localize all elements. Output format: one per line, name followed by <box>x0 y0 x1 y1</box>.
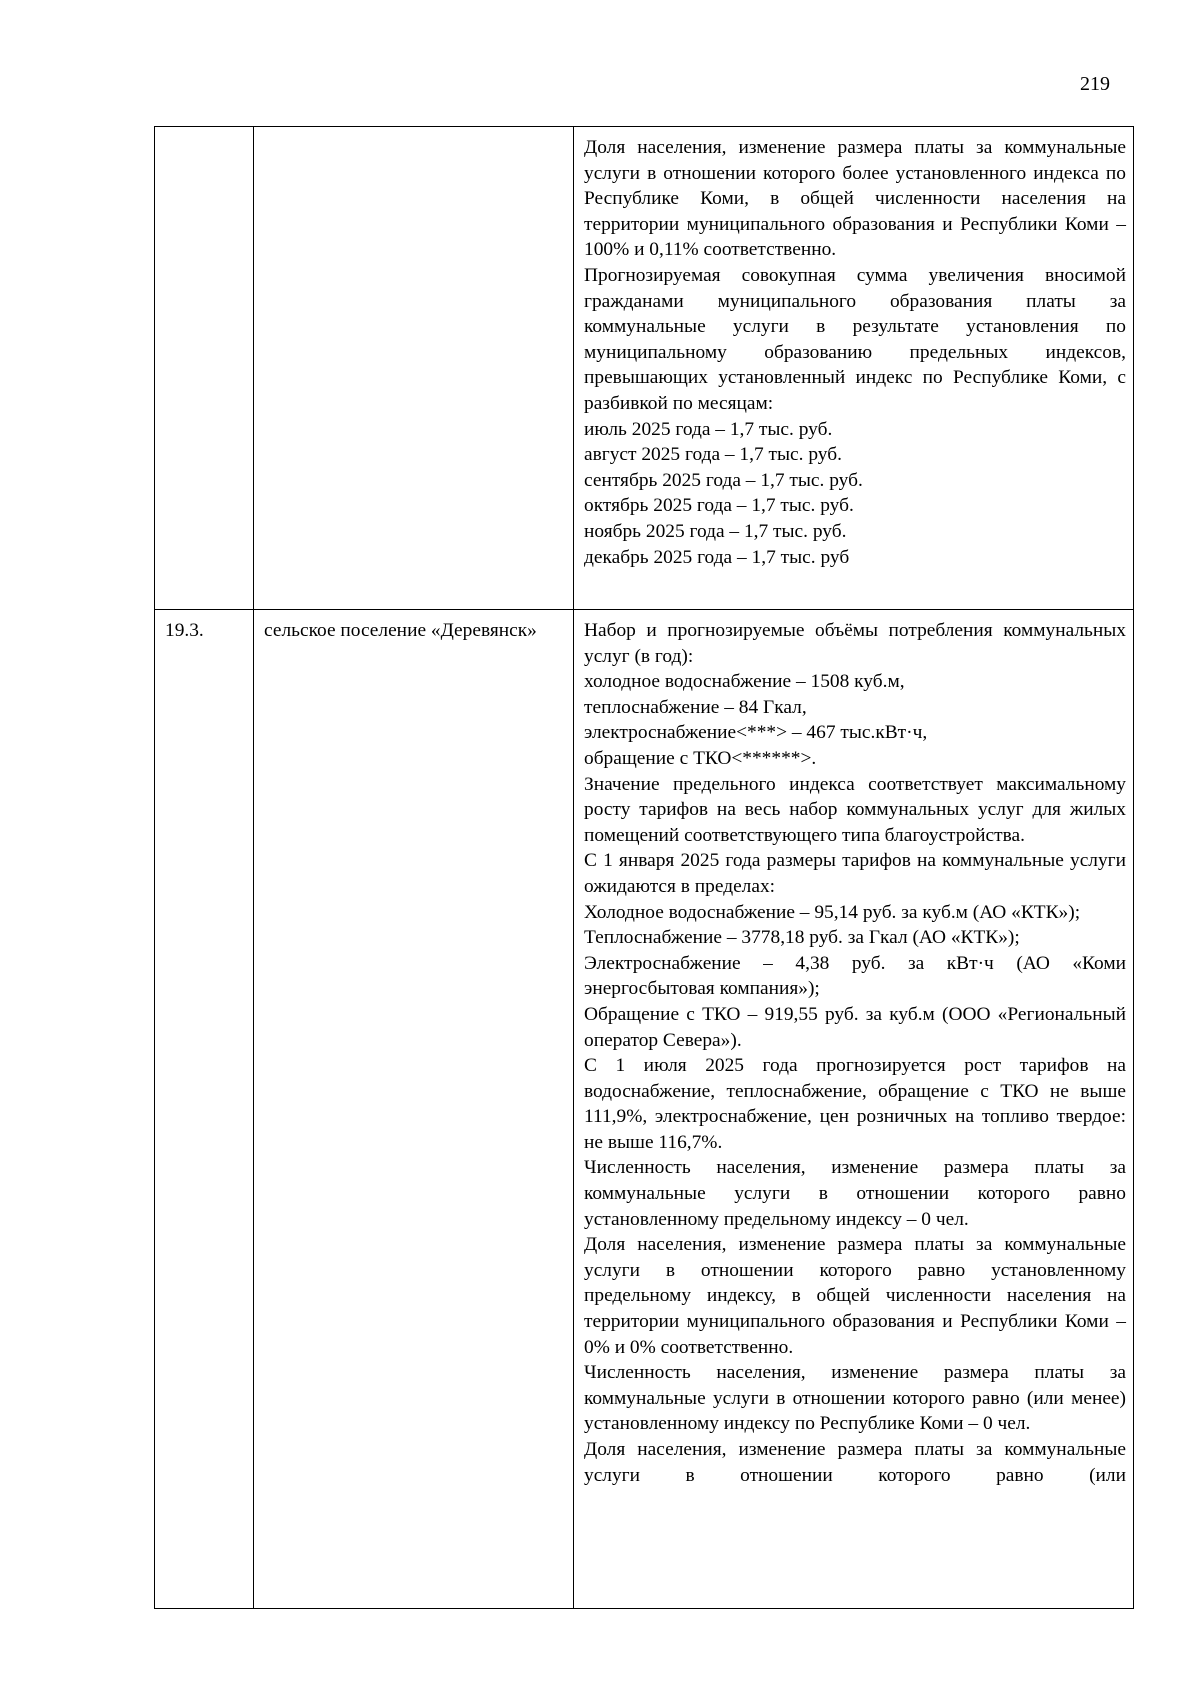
tariff-growth-paragraph: С 1 июля 2025 года прогнозируется рост тарифов на водоснабжение, теплоснабжение, обращение с ТКО не выше 111,9%, электроснабжение, цен розничных на топливо твердое: не выше 116,7%. <box>584 1055 1126 1153</box>
services-intro: Набор и прогнозируемые объёмы потребления коммунальных услуг (в год): <box>584 620 1126 667</box>
municipal-tariff-table <box>154 126 1134 1609</box>
population-share-paragraph: Доля населения, изменение размера платы за коммунальные услуги в отношении которого равно (или <box>584 1439 1126 1486</box>
month-item: октябрь 2025 года – 1,7 тыс. руб. <box>584 495 854 517</box>
month-item: август 2025 года – 1,7 тыс. руб. <box>584 444 842 466</box>
tariff-waste-paragraph: Обращение с ТКО – 919,55 руб. за куб.м (ООО «Региональный оператор Севера»). <box>584 1003 1126 1051</box>
table-row <box>155 610 1134 1609</box>
tariff-electricity-paragraph: Электроснабжение – 4,38 руб. за кВт·ч (АО «Коми энергосбытовая компания»); <box>584 952 1126 1000</box>
forecast-sum-paragraph: Прогнозируемая совокупная сумма увеличения вносимой гражданами муниципального образования платы за коммунальные услуги в результате установления по муниципальному образованию предельных индексов, превышающих установленный индекс по Республике Коми, с разбивкой по месяцам: <box>584 264 1126 414</box>
tariff-heat-paragraph: Теплоснабжение – 3778,18 руб. за Гкал (АО «КТК»); <box>584 927 1020 949</box>
month-item: декабрь 2025 года – 1,7 тыс. руб <box>584 546 850 568</box>
tariff-water-paragraph: Холодное водоснабжение – 95,14 руб. за куб.м (АО «КТК»); <box>584 901 1081 923</box>
row-number-cell <box>155 127 254 610</box>
population-count-paragraph: Численность населения, изменение размера платы за коммунальные услуги в отношении которого равно установленному предельному индексу – 0 чел. <box>584 1157 1126 1230</box>
description-cell <box>574 610 1134 1609</box>
index-paragraph: Значение предельного индекса соответствует максимальному росту тарифов на весь набор коммунальных услуг для жилых помещений соответствующего типа благоустройства. <box>584 773 1126 846</box>
municipality-name: сельское поселение «Деревянск» <box>264 620 537 641</box>
municipality-name-cell <box>254 127 574 610</box>
row-number-cell: 19.3. <box>155 610 254 1609</box>
population-share-paragraph: Доля населения, изменение размера платы за коммунальные услуги в отношении которого более установленного индекса по Республике Коми, в общей численности населения на территории муниципального образования и Республики Коми – 100% и 0,11% соответственно. <box>584 137 1126 261</box>
service-volume-item: теплоснабжение – 84 Гкал, <box>584 696 807 718</box>
service-volume-item: электроснабжение<***> – 467 тыс.кВт·ч, <box>584 722 928 744</box>
tariffs-intro-paragraph: С 1 января 2025 года размеры тарифов на коммунальные услуги ожидаются в пределах: <box>584 850 1126 897</box>
page-number: 219 <box>1080 73 1110 95</box>
municipality-name-cell <box>254 610 574 1609</box>
population-share-paragraph: Доля населения, изменение размера платы за коммунальные услуги в отношении которого равно установленному предельному индексу, в общей численности населения на территории муниципального образования и Республики Коми – 0% и 0% соответственно. <box>584 1234 1126 1358</box>
population-count-paragraph: Численность населения, изменение размера платы за коммунальные услуги в отношении которого равно (или менее) установленному индексу по Республике Коми – 0 чел. <box>584 1362 1126 1435</box>
service-volume-item: обращение с ТКО<******>. <box>584 747 817 769</box>
table-row <box>155 127 1134 610</box>
month-item: июль 2025 года – 1,7 тыс. руб. <box>584 418 833 440</box>
month-item: ноябрь 2025 года – 1,7 тыс. руб. <box>584 520 847 542</box>
month-item: сентябрь 2025 года – 1,7 тыс. руб. <box>584 469 863 491</box>
description-cell <box>574 127 1134 610</box>
service-volume-item: холодное водоснабжение – 1508 куб.м, <box>584 671 905 693</box>
